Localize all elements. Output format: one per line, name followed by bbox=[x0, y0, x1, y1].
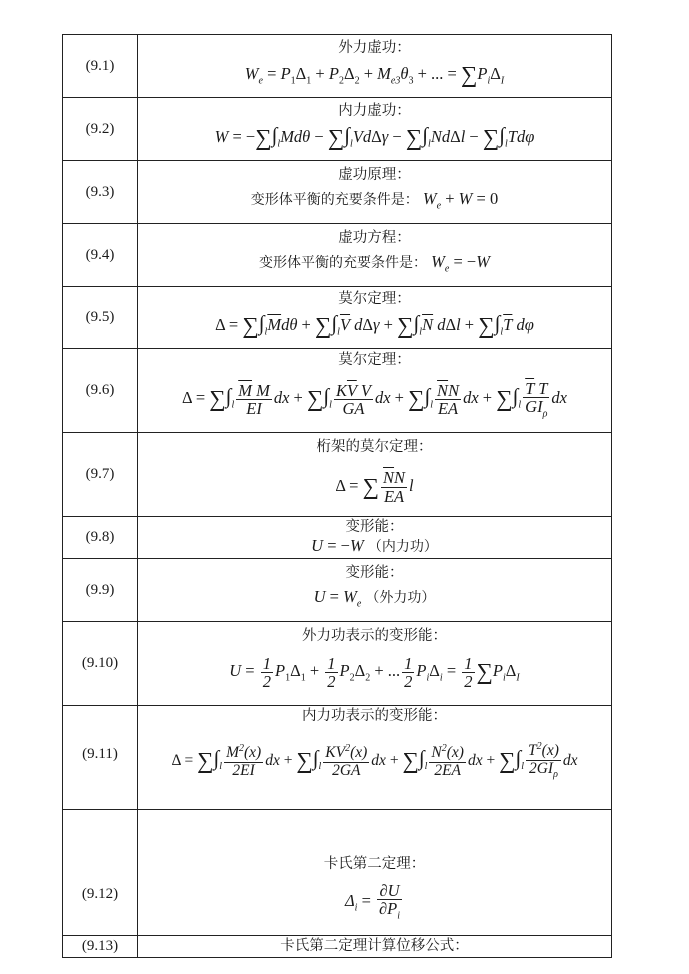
equation-number: (9.9) bbox=[63, 559, 138, 622]
formula: $\Delta = \sum\int_l$ $\frac{\overline{M} M}{EI}$ dx + $\sum\int_l$ $\frac{K\overline{V} V}{GA}$ dx + $\sum\int_l$ $\frac{\overline{N}N}{EA}$ dx + $\sum\int_l$ $\frac{\overline{T} T}{GI_\rho}$ dx bbox=[182, 378, 567, 420]
table-row bbox=[63, 622, 612, 706]
condition-text: 变形体平衡的充要条件是： bbox=[259, 254, 428, 271]
table-row bbox=[63, 433, 612, 517]
row-title: 内力功表示的变形能： bbox=[302, 708, 447, 724]
row-title: 虚功原理： bbox=[338, 166, 411, 183]
table-row bbox=[63, 161, 612, 224]
table-row bbox=[63, 349, 612, 433]
equation-number: (9.3) bbox=[63, 161, 138, 224]
equation-number: (9.12) bbox=[63, 810, 138, 936]
table-row bbox=[63, 559, 612, 622]
condition-text: 变形体平衡的充要条件是： bbox=[250, 191, 419, 208]
formula-table bbox=[62, 34, 612, 958]
equation-number: (9.5) bbox=[63, 287, 138, 349]
formula: $\Delta_i$ = $\frac{\partial U}{\partial P_i}$ bbox=[344, 881, 401, 922]
row-title: 虚功方程： bbox=[338, 229, 411, 246]
formula: 变形体平衡的充要条件是： $W_e + W = 0$ bbox=[250, 188, 499, 212]
equation-number: (9.1) bbox=[63, 35, 138, 98]
equation-number: (9.2) bbox=[63, 98, 138, 161]
formula-cell bbox=[138, 517, 612, 559]
formula-note: （内力功） bbox=[367, 539, 438, 555]
equation-number: (9.8) bbox=[63, 517, 138, 559]
formula-table-page bbox=[62, 34, 612, 974]
formula-cell bbox=[138, 706, 612, 810]
row-title: 莫尔定理： bbox=[338, 291, 411, 308]
formula-cell bbox=[138, 810, 612, 936]
formula-cell bbox=[138, 287, 612, 349]
row-title: 外力功表示的变形能： bbox=[302, 628, 447, 645]
formula: $W = -\sum\int_lMd\theta - \sum\int_lVd\Delta\gamma - \sum\int_lNd\Delta l - \sum\int_lTd\varphi$ bbox=[214, 122, 535, 150]
table-row bbox=[63, 706, 612, 810]
equation-number: (9.7) bbox=[63, 433, 138, 517]
formula-cell bbox=[138, 98, 612, 161]
table-row bbox=[63, 98, 612, 161]
formula: U = −W （内力功） bbox=[311, 536, 438, 555]
table-row bbox=[63, 224, 612, 287]
row-title: 桁架的莫尔定理： bbox=[316, 439, 433, 455]
table-row bbox=[63, 810, 612, 936]
row-title: 卡氏第二定理计算位移公式： bbox=[280, 938, 469, 954]
formula: $U = W_e$ （外力功） bbox=[313, 586, 436, 610]
equation-number: (9.13) bbox=[63, 936, 138, 958]
formula-cell bbox=[138, 35, 612, 98]
equation-number: (9.11) bbox=[63, 706, 138, 810]
equation-number: (9.10) bbox=[63, 622, 138, 706]
table-row bbox=[63, 287, 612, 349]
equation-number: (9.4) bbox=[63, 224, 138, 287]
row-title: 外力虚功： bbox=[338, 39, 411, 56]
table-row bbox=[63, 35, 612, 98]
formula: $\Delta = \sum\int_l$ $\frac{M^2(x)}{2EI}$ dx + $\sum\int_l$ $\frac{KV^2(x)}{2GA}$ dx + $\sum\int_l$ $\frac{N^2(x)}{2EA}$ dx + $\sum\int_l$ $\frac{T^2(x)}{2GI_\rho}$ dx bbox=[171, 741, 578, 780]
formula-cell bbox=[138, 224, 612, 287]
formula-note: （外力功） bbox=[365, 589, 436, 606]
formula-cell bbox=[138, 936, 612, 958]
formula: $\Delta = \sum\int_l\overline{M}d\theta + \sum\int_l\overline{V}$ $d\Delta\gamma + \sum\int_l\overline{N}$ $d\Delta l + \sum\int_l\overline{T}$ dφ bbox=[215, 311, 534, 339]
formula-cell bbox=[138, 559, 612, 622]
row-title: 变形能： bbox=[345, 564, 404, 581]
formula-cell bbox=[138, 622, 612, 706]
formula-cell bbox=[138, 349, 612, 433]
row-title: 变形能： bbox=[345, 519, 404, 535]
equation-number: (9.6) bbox=[63, 349, 138, 433]
row-title: 莫尔定理： bbox=[338, 352, 411, 369]
table-row bbox=[63, 517, 612, 559]
formula: Δ = ∑ $\frac{\overline{N}N}{EA}$ l bbox=[335, 468, 414, 506]
formula: $W_e = P_1\Delta_1 + P_2\Delta_2 + M_{e3}\theta_3$ + ... = $\sum P_i\Delta_I$ bbox=[244, 61, 505, 87]
formula-cell bbox=[138, 161, 612, 224]
formula: 变形体平衡的充要条件是： $W_e = -W$ bbox=[259, 251, 490, 275]
row-title: 卡氏第二定理： bbox=[323, 856, 426, 872]
formula: U = $\frac{1}{2}$ $P_1\Delta_1$ + $\frac{1}{2}$ $P_2\Delta_2$ + ... $\frac{1}{2}$ $P_i\Delta_i$ = $\frac{1}{2}$ $\sum P_i\Delta_I$ bbox=[229, 653, 520, 692]
formula-cell bbox=[138, 433, 612, 517]
table-row bbox=[63, 936, 612, 958]
row-title: 内力虚功： bbox=[338, 102, 411, 119]
